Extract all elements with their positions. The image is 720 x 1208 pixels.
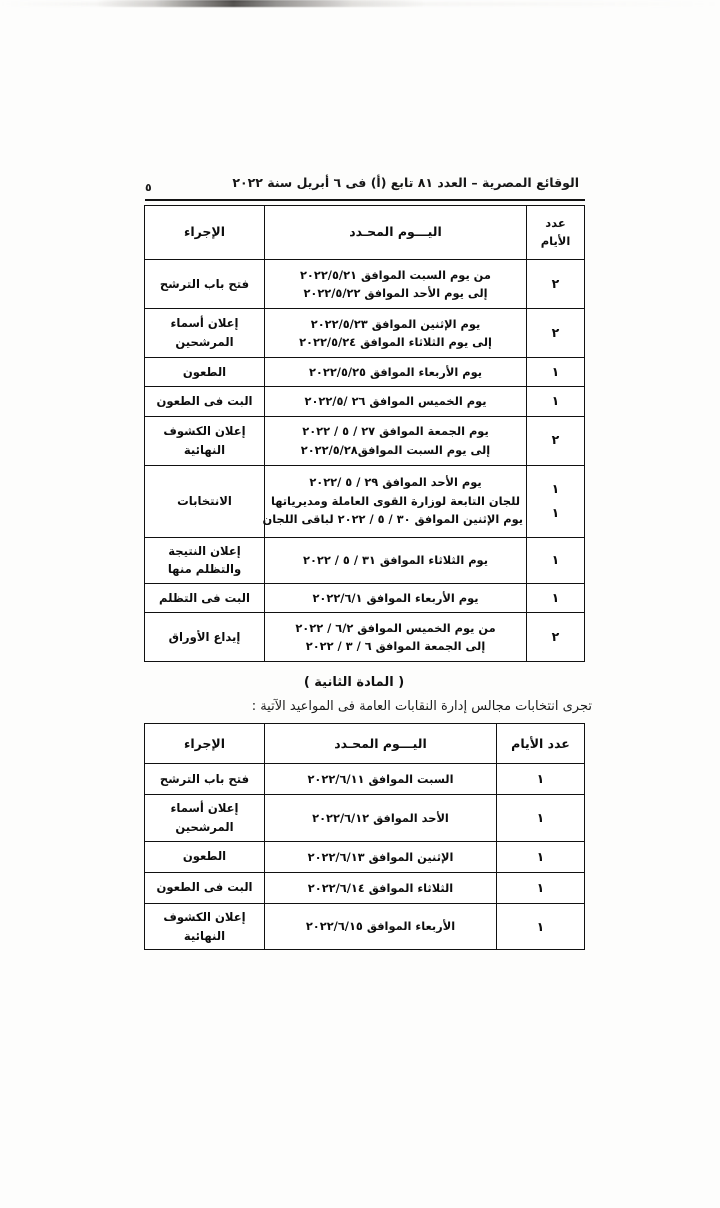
- cell-procedure: البت فى التظلم: [145, 584, 265, 613]
- table-two-header-row: [145, 724, 585, 764]
- header-specified-day: اليـــوم المحـدد: [265, 724, 497, 764]
- cell-specified-day: [265, 795, 497, 842]
- cell-days-count: ١: [497, 795, 585, 842]
- day-line: الثلاثاء الموافق ٢٠٢٢/٦/١٤: [307, 880, 454, 895]
- day-line: من يوم السبت الموافق ٢٠٢٢/٥/٢١: [299, 267, 491, 282]
- table-row: [145, 795, 585, 842]
- cell-specified-day: [265, 613, 527, 662]
- header-days-count: [527, 206, 585, 260]
- table-row: [145, 416, 585, 465]
- table-row: [145, 309, 585, 358]
- day-line: إلى يوم السبت الموافق٢٠٢٢/٥/٢٨: [300, 442, 491, 457]
- running-header: [145, 175, 585, 205]
- schedule-table-two: [144, 723, 585, 950]
- cell-days-count: ١: [497, 841, 585, 872]
- day-line: إلى الجمعة الموافق ٦ / ٣ / ٢٠٢٢: [305, 639, 486, 654]
- day-line: يوم الأربعاء الموافق ٢٠٢٢/٥/٢٥: [308, 364, 482, 379]
- cell-days-count: ٢: [527, 309, 585, 358]
- table-row: [145, 872, 585, 903]
- header-procedure: الإجراء: [145, 206, 265, 260]
- table-row: [145, 260, 585, 309]
- table-one-header-row: [145, 206, 585, 260]
- cell-days-count: ١: [527, 584, 585, 613]
- cell-specified-day: [265, 537, 527, 584]
- day-line: الأحد الموافق ٢٠٢٢/٦/١٢: [312, 810, 449, 825]
- cell-procedure: فتح باب الترشح: [145, 764, 265, 795]
- day-line: السبت الموافق ٢٠٢٢/٦/١١: [307, 772, 454, 787]
- gazette-title: الوقائع المصرية – العدد ٨١ تابع (أ) فى ٦ أبريل سنة ٢٠٢٢: [232, 175, 579, 190]
- cell-days-count: [527, 465, 585, 537]
- cell-specified-day: [262, 465, 527, 537]
- day-line: الإثنين الموافق ٢٠٢٢/٦/١٣: [307, 849, 454, 864]
- day-line: يوم الإثنين الموافق ٢٠٢٢/٥/٢٣: [310, 316, 481, 331]
- cell-specified-day: [265, 387, 527, 416]
- day-line: يوم الإثنين الموافق ٣٠ / ٥ / ٢٠٢٢ لباقى اللجان: [262, 512, 523, 527]
- header-days-line2: الأيام: [540, 233, 571, 248]
- cell-procedure: إيداع الأوراق: [145, 613, 265, 662]
- table-row: [145, 537, 585, 584]
- cell-specified-day: [265, 416, 527, 465]
- cell-procedure: إعلان الكشوف النهائية: [145, 416, 265, 465]
- day-line: للجان التابعة لوزارة القوى العاملة ومديرياتها: [270, 493, 520, 508]
- article-two-paragraph: تجرى انتخابات مجالس إدارة النقابات العامة فى المواعيد الآتية :: [251, 699, 592, 715]
- day-line: من يوم الخميس الموافق ٦/٢ / ٢٠٢٢: [295, 620, 496, 635]
- cell-procedure: فتح باب الترشح: [145, 260, 265, 309]
- header-specified-day: اليـــوم المحـدد: [265, 206, 527, 260]
- table-row: [145, 841, 585, 872]
- schedule-table-one: [144, 205, 585, 662]
- cell-days-count: ١: [527, 387, 585, 416]
- day-line: يوم الجمعة الموافق ٢٧ / ٥ / ٢٠٢٢: [302, 424, 489, 439]
- cell-days-count: ١: [497, 903, 585, 950]
- cell-days-count: ٢: [527, 260, 585, 309]
- cell-procedure: إعلان أسماء المرشحين: [145, 795, 265, 842]
- header-procedure: الإجراء: [145, 724, 265, 764]
- cell-specified-day: [265, 358, 527, 387]
- table-row: [145, 903, 585, 950]
- cell-procedure: الانتخابات: [145, 465, 265, 537]
- table-row: [145, 764, 585, 795]
- cell-procedure: إعلان النتيجة والتظلم منها: [145, 537, 265, 584]
- day-line: يوم الثلاثاء الموافق ٣١ / ٥ / ٢٠٢٢: [303, 553, 488, 568]
- day-line: يوم الأحد الموافق ٢٩ / ٥ /٢٠٢٢: [309, 475, 482, 490]
- page-content: [0, 175, 720, 950]
- table-row: [145, 387, 585, 416]
- cell-procedure: البت فى الطعون: [145, 387, 265, 416]
- cell-days-count: ١: [527, 358, 585, 387]
- days-value: ١: [551, 505, 560, 520]
- article-two-heading: ( المادة الثانية ): [303, 675, 405, 691]
- day-line: يوم الخميس الموافق ٢٦ /٢٠٢٢/٥: [304, 394, 487, 409]
- cell-specified-day: [265, 764, 497, 795]
- cell-days-count: ١: [497, 872, 585, 903]
- cell-specified-day: [265, 260, 527, 309]
- day-line: الأربعاء الموافق ٢٠٢٢/٦/١٥: [305, 919, 456, 934]
- schedule-table-one-wrapper: [145, 205, 585, 662]
- cell-specified-day: [265, 841, 497, 872]
- day-line: إلى يوم الثلاثاء الموافق ٢٠٢٢/٥/٢٤: [299, 335, 492, 349]
- days-value: ١: [551, 480, 560, 496]
- cell-days-count: ٢: [527, 416, 585, 465]
- schedule-table-two-wrapper: [145, 723, 585, 950]
- header-divider: [145, 199, 585, 201]
- table-row: [145, 465, 585, 537]
- cell-specified-day: [265, 903, 497, 950]
- cell-procedure: إعلان الكشوف النهائية: [145, 903, 265, 950]
- header-days-line1: عدد: [545, 216, 566, 231]
- table-row: [145, 358, 585, 387]
- cell-specified-day: [265, 584, 527, 613]
- day-line: يوم الأربعاء الموافق ٢٠٢٢/٦/١: [312, 590, 479, 605]
- cell-days-count: ٢: [527, 613, 585, 662]
- header-days-count: عدد الأيام: [497, 724, 585, 764]
- cell-procedure: الطعون: [145, 358, 265, 387]
- cell-procedure: إعلان أسماء المرشحين: [145, 309, 265, 358]
- table-row: [145, 613, 585, 662]
- table-row: [145, 584, 585, 613]
- cell-specified-day: [265, 872, 497, 903]
- cell-specified-day: [265, 309, 527, 358]
- cell-procedure: البت فى الطعون: [145, 872, 265, 903]
- cell-days-count: ١: [497, 764, 585, 795]
- day-line: إلى يوم الأحد الموافق ٢٠٢٢/٥/٢٢: [303, 286, 488, 300]
- cell-procedure: الطعون: [145, 841, 265, 872]
- scan-artifact-band: [0, 2, 720, 6]
- page-number: ٥: [145, 181, 152, 194]
- cell-days-count: ١: [527, 537, 585, 584]
